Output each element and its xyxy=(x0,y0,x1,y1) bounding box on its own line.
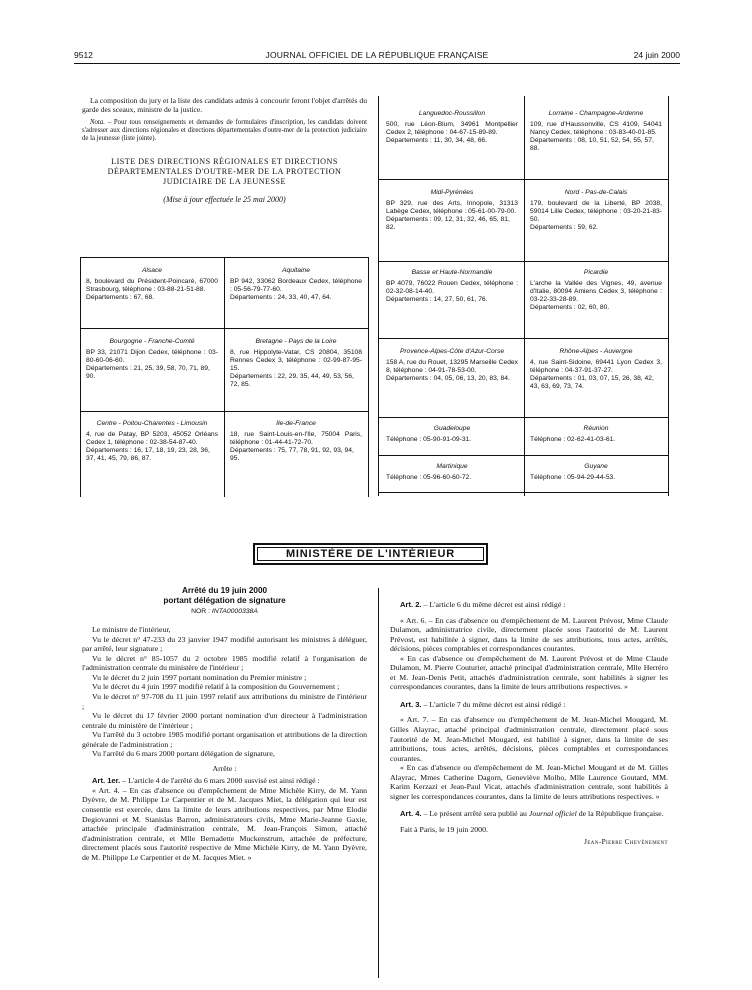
direction-address: 179, boulevard de la Liberté, BP 2038, 59014 Lille Cedex, téléphone : 03-20-21-83-50. xyxy=(530,200,662,224)
direction-name: Aquitaine xyxy=(282,267,310,274)
article-4-text-b: de la République française. xyxy=(576,809,664,819)
visa-paragraph: Vu le décret du 4 juin 1997 modifié relatif à la composition du Gouvernement ; xyxy=(92,682,340,692)
direction-name: Bretagne - Pays de la Loire xyxy=(255,338,337,345)
nota-label: Nota. xyxy=(90,118,105,126)
ministry-banner-title: MINISTÈRE DE L'INTÉRIEUR xyxy=(257,547,484,561)
direction-entry xyxy=(386,425,518,444)
direction-address: 4, rue de Patay, BP 5203, 45052 Orléans Cedex 1, téléphone : 02-38-54-87-40. xyxy=(86,431,218,447)
direction-entry xyxy=(530,425,662,444)
direction-name: Midi-Pyrénées xyxy=(430,189,474,196)
article-3-quote-2: « En cas d'absence ou d'empêchement de M. Jean-Michel Mougard et de M. Gilles Alayrac, Mmes Catherine Dagorn, Geneviève Molho, Mlle Laurence Goutard, MM. Karim Kerzazi et Jean-Paul Vicat, attachés d'administration centrale, sont habilités à signer les correspondances courantes, dans la limite de leurs attributions respectives. » xyxy=(390,763,668,801)
direction-name: Bourgogne - Franche-Comté xyxy=(109,338,195,345)
direction-departments: Départements : 16, 17, 18, 19, 23, 28, 36, 37, 41, 45, 79, 86, 87. xyxy=(86,447,210,463)
table-right-mid-rule xyxy=(524,96,525,496)
nor-reference xyxy=(82,607,367,617)
direction-address: 158 A, rue du Rouet, 13295 Marseille Cedex 8, téléphone : 04-91-78-53-00. xyxy=(386,359,518,375)
nor-code: INTA0000338A xyxy=(211,607,258,615)
direction-entry xyxy=(530,348,662,391)
table-left-right-rule xyxy=(368,257,369,497)
table-right-row-rule xyxy=(378,417,668,418)
header-rule xyxy=(74,63,680,64)
direction-entry xyxy=(386,110,518,145)
ministry-banner xyxy=(253,543,488,565)
direction-entry xyxy=(530,110,662,153)
column-divider xyxy=(378,588,379,978)
table-left-row-rule xyxy=(80,328,368,329)
article-3 xyxy=(390,700,668,710)
direction-name: Lorraine - Champagne-Ardenne xyxy=(548,110,644,117)
article-2-text: – L'article 6 du même décret est ainsi rédigé : xyxy=(421,600,566,609)
article-2 xyxy=(390,600,668,610)
direction-departments: Départements : 11, 30, 34, 48, 66. xyxy=(386,137,487,145)
direction-entry xyxy=(386,269,518,304)
direction-address: 4, rue Saint-Sidoine, 69441 Lyon Cedex 3, téléphone : 04-37-91-37-27. xyxy=(530,359,662,375)
article-4-label: Art. 4. xyxy=(400,809,422,819)
direction-departments: Départements : 21, 25, 39, 58, 70, 71, 89, 90. xyxy=(86,365,210,381)
nota-paragraph xyxy=(82,119,367,144)
direction-address: 18, rue Saint-Louis-en-l'Ile, 75004 Paris, téléphone : 01-44-41-72-70. xyxy=(230,431,362,447)
table-right-outer-rule xyxy=(378,96,379,496)
direction-address: 8, boulevard du Président-Poincaré, 67000 Strasbourg, téléphone : 03-88-21-51-88. xyxy=(86,278,218,294)
direction-name: Provence-Alpes-Côte d'Azur-Corse xyxy=(399,348,505,355)
article-1-quote: « Art. 4. – En cas d'absence ou d'empêchement de Mme Michèle Kirry, de M. Yann Dyèvre, de M. Philippe Le Carpentier et de M. Jacques Miet, la délégation qui leur est consentie est exercée, dans la limite de leurs attributions respectives, par Mme Elodie Degiovanni et M. Stanislas Barron, administrateurs civils, Mme Marie-Jeanne Gaxie, attachée principale d'administration centrale, M. Jean-François Simon, attaché d'administration centrale, et Mlle Bernadette Muckenstrum, attachée de préfecture, directement placés sous l'autorité respective de Mme Michèle Kirry, de M. Yann Dyèvre, de M. Philippe Le Carpentier et de M. Jacques Miet. » xyxy=(82,785,367,862)
direction-entry xyxy=(386,189,518,232)
article-3-text: – L'article 7 du même décret est ainsi rédigé : xyxy=(421,699,566,709)
article-3-quote-1: « Art. 7. – En cas d'absence ou d'empêchement de M. Jean-Michel Mougard, M. Gilles Alayrac, attaché principal d'administration centrale, directement placé sous l'autorité de M. Jean-Michel Mougard, est habilité à signer, dans la limite de ses attributions, tous actes, arrêtés, décisions, pièces comptables et correspondances courantes. xyxy=(390,715,668,763)
direction-name: Guadeloupe xyxy=(433,425,471,432)
direction-departments: Départements : 08, 10, 51, 52, 54, 55, 57, 88. xyxy=(530,137,654,153)
left-column-intro xyxy=(82,96,367,213)
direction-name: Alsace xyxy=(141,267,163,274)
visa-paragraph: Vu l'arrêté du 6 mars 2000 portant délégation de signature, xyxy=(92,749,275,759)
direction-name: Martinique xyxy=(436,463,468,470)
direction-entry xyxy=(530,189,662,232)
direction-address: BP 33, 21071 Dijon Cedex, téléphone : 03-80-60-06-60. xyxy=(86,349,218,365)
decree-title-line2: portant délégation de signature xyxy=(163,595,286,605)
direction-address: L'arche la Vallée des Vignes, 49, avenue d'Italie, 80094 Amiens Cedex 3, téléphone : 03-22-33-28-89. xyxy=(530,280,662,304)
direction-departments: Départements : 24, 33, 40, 47, 64. xyxy=(230,294,332,302)
visa-paragraph: Le ministre de l'intérieur, xyxy=(92,625,171,635)
direction-departments: Départements : 01, 03, 07, 15, 26, 38, 42, 43, 63, 69, 73, 74. xyxy=(530,375,654,391)
direction-entry xyxy=(530,269,662,312)
jury-paragraph: La composition du jury et la liste des candidats admis à concourir feront l'objet d'arrêtés du garde des sceaux, ministre de la justice. xyxy=(82,96,367,115)
table-left-row-rule xyxy=(80,411,368,412)
direction-address: BP 942, 33062 Bordeaux Cedex, téléphone : 05-56-79-77-60. xyxy=(230,278,362,294)
page-header xyxy=(74,50,680,62)
direction-name: Rhône-Alpes - Auvergne xyxy=(559,348,633,355)
direction-departments: Départements : 59, 62. xyxy=(530,224,599,232)
visa-paragraph: Vu le décret n° 47-233 du 23 janvier 1947 modifié autorisant les ministres à déléguer, par arrêté, leur signature ; xyxy=(82,634,367,654)
direction-address: Téléphone : 02-62-41-03-61. xyxy=(530,436,616,444)
direction-address: Téléphone : 05-96-60-60-72. xyxy=(386,474,472,482)
direction-entry xyxy=(386,463,518,482)
direction-name: Nord - Pas-de-Calais xyxy=(564,189,628,196)
article-4 xyxy=(390,809,668,819)
direction-departments: Départements : 67, 68. xyxy=(86,294,155,302)
arrete-label: Arrête : xyxy=(212,763,237,773)
table-right-row-rule xyxy=(378,338,668,339)
direction-entry xyxy=(86,267,218,302)
direction-entry xyxy=(230,420,362,463)
visa-paragraph: Vu le décret n° 85-1057 du 2 octobre 1985 modifié relatif à l'organisation de l'administration centrale du ministère de l'intérieur ; xyxy=(82,653,367,673)
decree-title xyxy=(82,586,367,606)
nor-label: NOR : xyxy=(191,607,212,615)
table-right-row-rule xyxy=(378,455,668,456)
direction-address: 500, rue Léon-Blum, 34961 Montpellier Cedex 2, téléphone : 04-67-15-89-89. xyxy=(386,121,518,137)
direction-name: Guyane xyxy=(584,463,608,470)
direction-address: BP 4079, 76022 Rouen Cedex, téléphone : 02-32-08-14-40. xyxy=(386,280,518,296)
list-title: LISTE DES DIRECTIONS RÉGIONALES ET DIRECTIONS DÉPARTEMENTALES D'OUTRE-MER DE LA PROTECTION JUDICIAIRE DE LA JEUNESSE xyxy=(107,157,342,187)
direction-departments: Départements : 75, 77, 78, 91, 92, 93, 94, 95. xyxy=(230,447,354,463)
table-left-outer-rule xyxy=(80,257,81,497)
journal-title: JOURNAL OFFICIEL DE LA RÉPUBLIQUE FRANÇAISE xyxy=(265,50,489,60)
direction-address: BP 329, rue des Arts, Innopole, 31313 Labège Cedex, téléphone : 05-61-00-79-00. xyxy=(386,200,518,216)
direction-departments: Départements : 09, 12, 31, 32, 46, 65, 81, 82. xyxy=(386,216,510,232)
article-2-label: Art. 2. xyxy=(400,600,422,609)
issue-date: 24 juin 2000 xyxy=(633,50,680,60)
direction-name: Ile-de-France xyxy=(276,420,316,427)
update-note: (Mise à jour effectuée le 25 mai 2000) xyxy=(163,195,286,205)
table-right-row-rule xyxy=(378,179,668,180)
direction-entry xyxy=(86,420,218,463)
decree-right-column xyxy=(390,600,668,848)
article-2-quote-2: « En cas d'absence ou d'empêchement de M. Laurent Prévost et de Mme Claude Dulamon, M. Pierre Couturier, attaché principal d'administration centrale, Mlle Herréro et M. Jean-Denis Petit, attachés d'administration centrale, sont habilités à signer les correspondances courantes, dans la limite de leurs attributions respectives. » xyxy=(390,653,668,692)
direction-name: Réunion xyxy=(583,425,609,432)
visa-paragraph: Vu le décret du 17 février 2000 portant nomination d'un directeur à l'administration centrale du ministère de l'intérieur ; xyxy=(82,711,367,730)
direction-address: 8, rue Hippolyte-Vatar, CS 20804, 35108 Rennes Cedex 3, téléphone : 02-99-87-95-15. xyxy=(230,349,362,373)
article-3-label: Art. 3. xyxy=(400,699,422,709)
direction-entry xyxy=(230,338,362,390)
article-1 xyxy=(82,776,367,786)
article-1-text: – L'article 4 de l'arrêté du 6 mars 2000 susvisé est ainsi rédigé : xyxy=(120,776,320,786)
direction-entry xyxy=(230,267,362,302)
article-2-quote-1: « Art. 6. – En cas d'absence ou d'empêchement de M. Laurent Prévost, Mme Claude Dulamon, administratrice civile, directement placée sous l'autorité de M. Laurent Prévost, est habilitée à signer, dans la limite de ses attributions, tous actes, arrêtés, décisions, pièces comptables et correspondances courantes. xyxy=(390,615,668,654)
table-right-bottom-rule xyxy=(378,492,668,493)
signatory: Jean-Pierre Chevènement xyxy=(584,838,668,847)
direction-name: Picardie xyxy=(583,269,609,276)
table-right-outer-rule xyxy=(668,96,669,496)
done-at: Fait à Paris, le 19 juin 2000. xyxy=(400,824,488,834)
article-1-label: Art. 1er. xyxy=(92,776,121,786)
direction-departments: Départements : 14, 27, 50, 61, 76. xyxy=(386,296,488,304)
direction-entry xyxy=(530,463,662,482)
direction-entry xyxy=(86,338,218,381)
decree-title-line1: Arrêté du 19 juin 2000 xyxy=(181,586,268,595)
direction-name: Basse et Haute-Normandie xyxy=(411,269,493,276)
direction-departments: Départements : 02, 60, 80. xyxy=(530,304,610,312)
direction-address: 109, rue d'Haussonville, CS 4109, 54041 Nancy Cedex, téléphone : 03-83-40-01-85. xyxy=(530,121,662,137)
table-right-row-rule xyxy=(378,261,668,262)
direction-entry xyxy=(386,348,518,383)
direction-departments: Départements : 04, 05, 06, 13, 20, 83, 84. xyxy=(386,375,510,383)
nota-text: – Pour tous renseignements et demandes de formulaires d'inscription, les candidats doivent s'adresser aux directions régionales et directions départementales d'outre-mer de la protection judiciaire de la jeunesse (liste jointe). xyxy=(82,118,367,143)
direction-name: Centre - Poitou-Charentes - Limousin xyxy=(96,420,208,427)
direction-address: Téléphone : 05-94-29-44-53. xyxy=(530,474,616,482)
visa-paragraph: Vu le décret du 2 juin 1997 portant nomination du Premier ministre ; xyxy=(92,672,307,682)
decree-left-column xyxy=(82,586,367,862)
table-left-mid-rule xyxy=(224,257,225,497)
direction-departments: Départements : 22, 29, 35, 44, 49, 53, 56, 72, 85. xyxy=(230,373,354,389)
article-4-journal: Journal officiel xyxy=(528,809,577,819)
page-number: 9512 xyxy=(74,50,93,60)
visa-paragraph: Vu le décret n° 97-708 du 11 juin 1997 relatif aux attributions du ministre de l'intérieur ; xyxy=(82,691,367,711)
article-4-text-a: – Le présent arrêté sera publié au xyxy=(421,809,529,819)
visa-paragraph: Vu l'arrêté du 3 octobre 1985 modifié portant organisation et attributions de la direction générale de l'administration ; xyxy=(82,730,367,749)
direction-name: Languedoc-Roussillon xyxy=(418,110,486,117)
direction-address: Téléphone : 05-90-91-09-31. xyxy=(386,436,472,444)
